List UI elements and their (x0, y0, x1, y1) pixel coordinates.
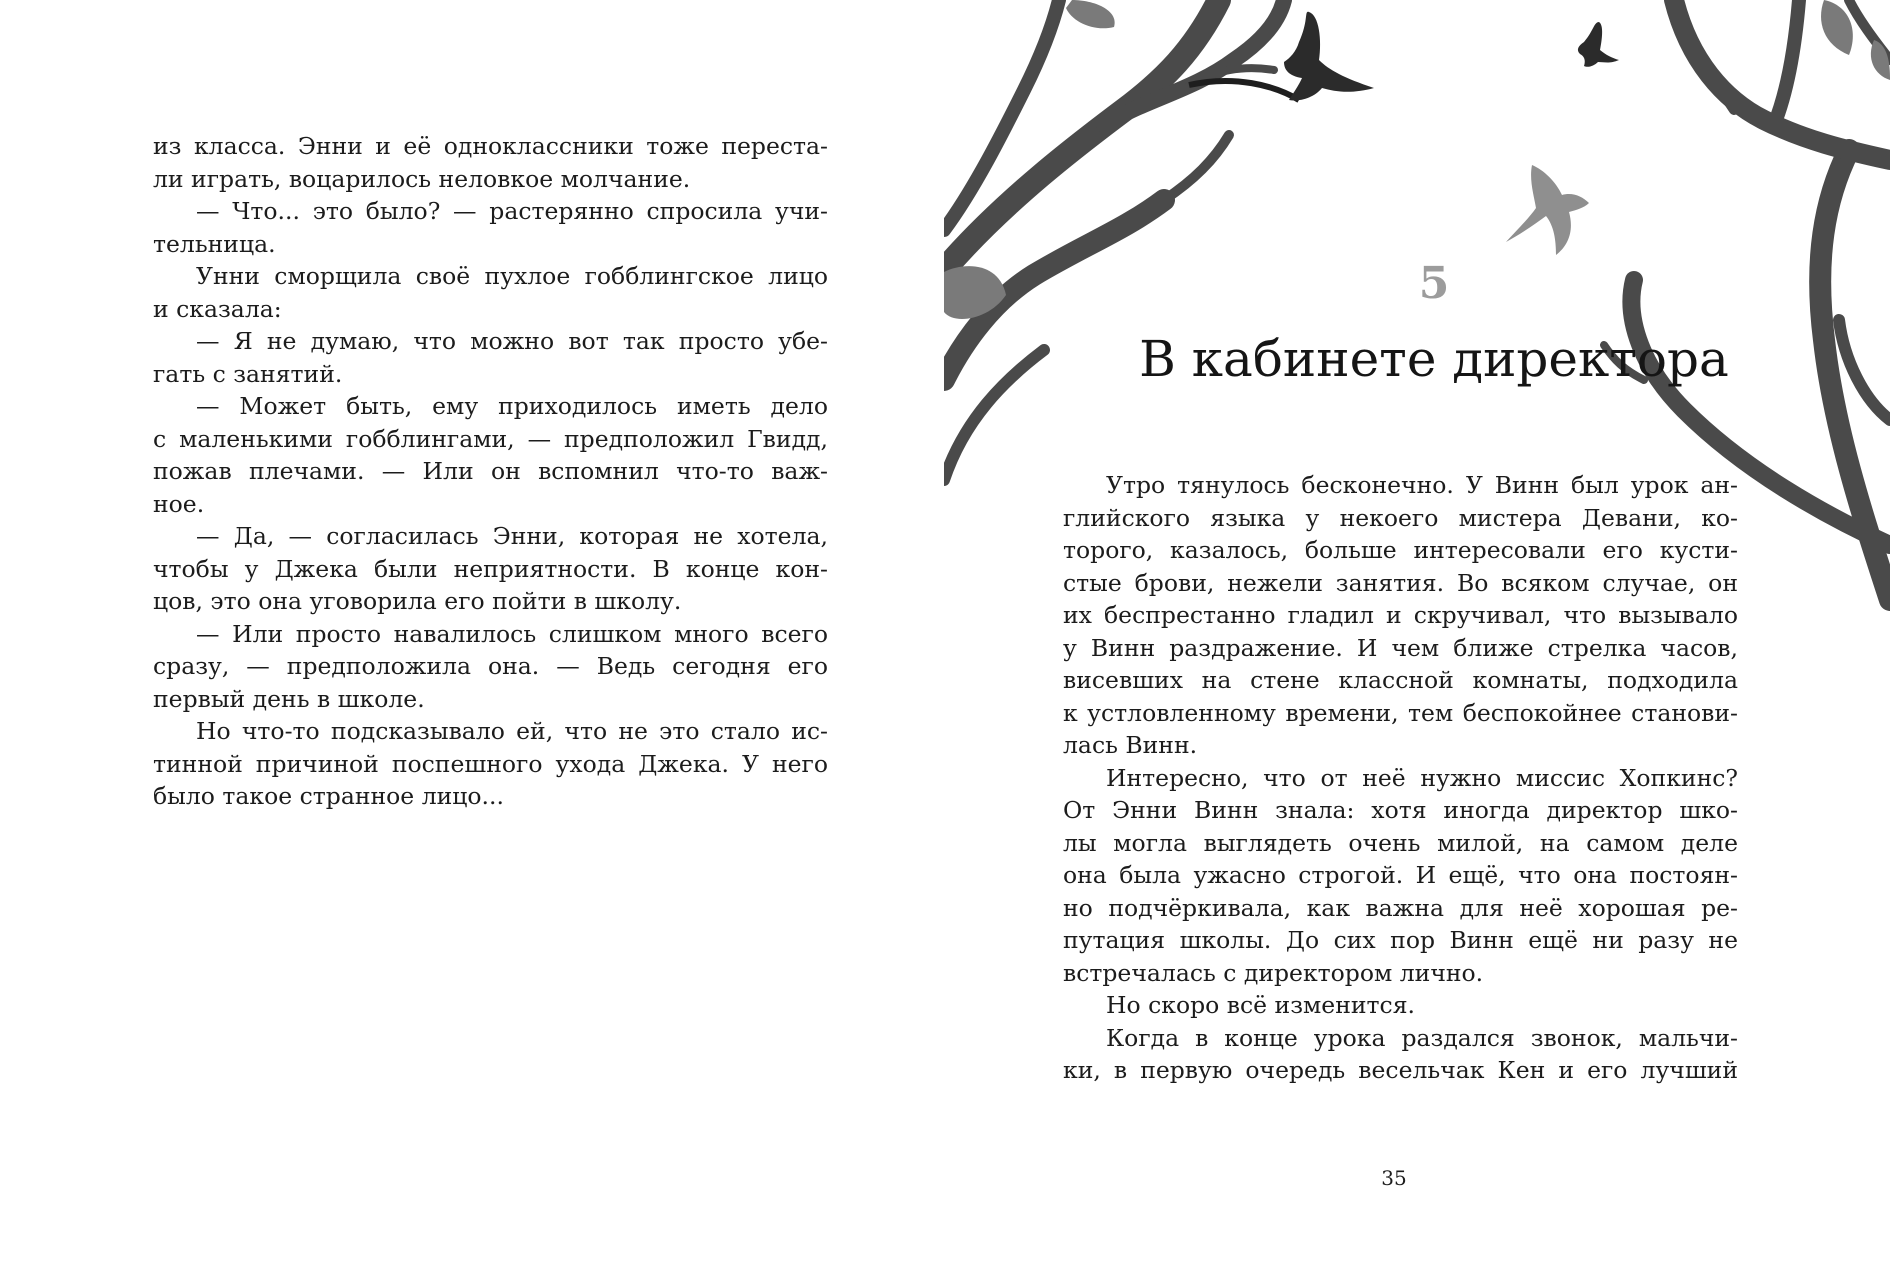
left-page (0, 0, 944, 1270)
dark-bird-right (1578, 22, 1619, 67)
text-line: Но что-то подсказывало ей, что не это стало ис- (196, 717, 828, 745)
text-line: Утро тянулось бесконечно. У Винн был урок ан- (1106, 471, 1738, 499)
text-line: с маленькими гобблингами, — предположил Гвидд, (153, 424, 828, 453)
text-line: — Я не думаю, что можно вот так просто убе- (196, 327, 828, 355)
text-line: но подчёркивала, как важна для неё хорошая ре- (1063, 893, 1738, 922)
right-page-text (1063, 469, 1738, 1087)
text-line: и сказала: (153, 294, 282, 323)
paragraph (153, 618, 828, 716)
text-line: к устловленному времени, тем беспокойнее станови- (1063, 698, 1738, 727)
text-line: лась Винн. (1063, 731, 1198, 759)
text-line: у Винн раздражение. И чем ближе стрелка часов, (1063, 633, 1738, 662)
text-line: глийского языка у некоего мистера Девани, ко- (1063, 503, 1738, 532)
paragraph (1063, 469, 1738, 762)
paragraph (153, 260, 828, 325)
right-page (944, 0, 1890, 1270)
text-line: ки, в первую очередь весельчак Кен и его лучший (1063, 1056, 1738, 1084)
text-line: торого, казалось, больше интересовали его кусти- (1063, 536, 1738, 564)
left-page-text (153, 130, 828, 813)
text-line: — Может быть, ему приходилось иметь дело (196, 392, 828, 420)
text-line: Интересно, что от неё нужно миссис Хопкинс? (1106, 763, 1738, 792)
paragraph (153, 520, 828, 618)
chapter-number: 5 (1418, 258, 1450, 309)
paragraph (153, 715, 828, 813)
text-line: она была ужасно строгой. И ещё, что она постоян- (1063, 861, 1738, 889)
text-line: тельница. (153, 229, 276, 258)
text-line: ли играть, воцарилось неловкое молчание. (153, 164, 691, 193)
paragraph (1063, 762, 1738, 990)
chapter-title: В кабинете директора (1139, 330, 1729, 388)
dark-bird-left (1284, 12, 1374, 101)
text-line: — Или просто навалилось слишком много всего (196, 619, 828, 648)
text-line: висевших на стене классной комнаты, подходила (1063, 666, 1738, 694)
paragraph (153, 195, 828, 260)
dark-twig (1189, 81, 1299, 100)
text-line: Унни сморщила своё пухлое гобблингское лицо (196, 262, 828, 290)
text-line: первый день в школе. (153, 684, 425, 713)
text-line: чтобы у Джека были неприятности. В конце кон- (153, 554, 828, 583)
text-line: стые брови, нежели занятия. Во всяком случае, он (1063, 568, 1738, 597)
paragraph (153, 130, 828, 195)
text-line: лы могла выглядеть очень милой, на самом деле (1063, 828, 1738, 857)
text-line: Когда в конце урока раздался звонок, мальчи- (1106, 1023, 1738, 1052)
text-line: сразу, — предположила она. — Ведь сегодня его (153, 652, 828, 680)
text-line: гать с занятий. (153, 359, 343, 388)
light-bird (1506, 165, 1589, 255)
text-line: пожав плечами. — Или он вспомнил что-то важ- (153, 457, 828, 485)
text-line: ное. (153, 489, 205, 518)
paragraph (153, 325, 828, 390)
left-branches (944, 0, 1284, 480)
paragraph (153, 390, 828, 520)
text-line: было такое странное лицо... (153, 782, 504, 810)
page-number: 35 (1381, 1166, 1407, 1190)
text-line: — Да, — согласилась Энни, которая не хотела, (196, 522, 828, 550)
text-line: из класса. Энни и её одноклассники тоже переста- (153, 132, 828, 160)
text-line: От Энни Винн знала: хотя иногда директор шко- (1063, 796, 1738, 824)
text-line: путация школы. До сих пор Винн ещё ни разу не (1063, 926, 1738, 954)
paragraph (1063, 989, 1738, 1022)
text-line: Но скоро всё изменится. (1106, 991, 1415, 1019)
text-line: — Что... это было? — растерянно спросила учи- (196, 197, 828, 225)
text-line: тинной причиной поспешного ухода Джека. У него (153, 749, 828, 778)
text-line: их беспрестанно гладил и скручивал, что вызывало (1063, 601, 1738, 629)
text-line: цов, это она уговорила его пойти в школу. (153, 587, 682, 615)
paragraph (1063, 1022, 1738, 1087)
text-line: встречалась с директором лично. (1063, 958, 1484, 987)
